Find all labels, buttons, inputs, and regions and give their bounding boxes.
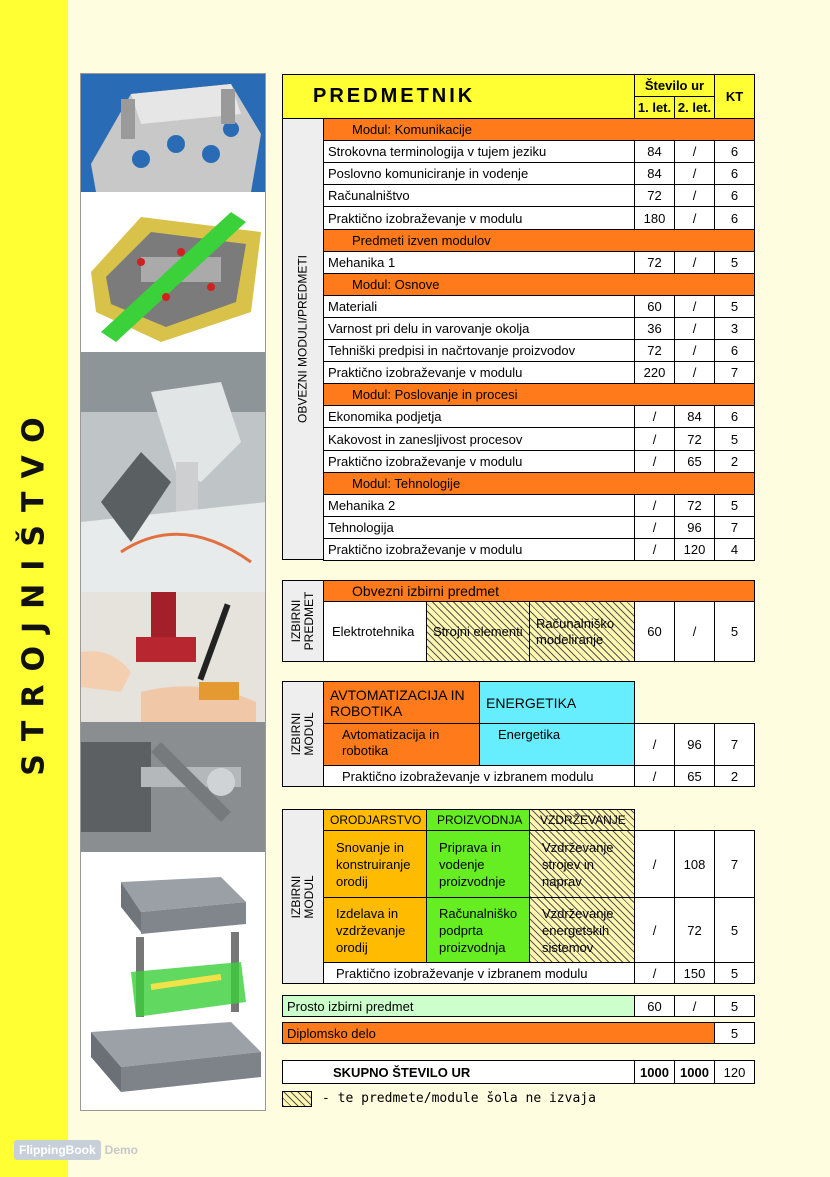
elective-option-3-label: Računalniško modeliranje bbox=[536, 615, 615, 647]
subject-kt: 6 bbox=[714, 184, 755, 207]
em2-r2-y2: 72 bbox=[674, 897, 715, 963]
subject-name: Mehanika 2 bbox=[323, 494, 635, 517]
total-y2: 1000 bbox=[674, 1060, 715, 1084]
subject-year1-hours: 84 bbox=[634, 140, 675, 163]
subject-kt: 7 bbox=[714, 516, 755, 539]
watermark-demo: Demo bbox=[104, 1143, 138, 1157]
elective-subject-side-text: IZBIRNI PREDMET bbox=[289, 591, 316, 651]
subject-name: Praktično izobraževanje v modulu bbox=[323, 538, 635, 561]
subject-year2-hours: 84 bbox=[674, 405, 715, 428]
subject-kt: 5 bbox=[714, 494, 755, 517]
em2-r2c3 bbox=[529, 897, 635, 963]
em2-r2c2-label: Računalniško podprta proizvodnja bbox=[439, 905, 518, 955]
subject-name: Mehanika 1 bbox=[323, 251, 635, 274]
em1-practical-kt: 2 bbox=[714, 765, 755, 787]
subject-name: Tehniški predpisi in načrtovanje proizvodov bbox=[323, 339, 635, 362]
photo-lathe bbox=[81, 722, 266, 852]
free-elective-name: Prosto izbirni predmet bbox=[282, 995, 635, 1017]
em2-r2-y1: / bbox=[634, 897, 675, 963]
free-elective-y1: 60 bbox=[634, 995, 675, 1017]
hours-header: Število ur bbox=[634, 74, 715, 97]
em2-r2c1-label: Izdelava in vzdrževanje orodij bbox=[336, 905, 406, 955]
photo-mold-assembly bbox=[81, 852, 266, 1111]
em2-r1c2-label: Priprava in vodenje proizvodnje bbox=[439, 839, 506, 889]
subject-kt: 7 bbox=[714, 361, 755, 384]
em2-r1-kt: 7 bbox=[714, 830, 755, 898]
em2-r1-y1: / bbox=[634, 830, 675, 898]
subject-year2-hours: / bbox=[674, 317, 715, 340]
subject-year1-hours: / bbox=[634, 494, 675, 517]
em2-r2c3-label: Vzdrževanje energetskih sistemov bbox=[542, 905, 614, 955]
kt-header: KT bbox=[714, 74, 755, 119]
em1-practical-y1: / bbox=[634, 765, 675, 787]
subject-year1-hours: / bbox=[634, 405, 675, 428]
photo-column bbox=[80, 73, 266, 1111]
em2-practical: Praktično izobraževanje v izbranem modulu bbox=[323, 962, 635, 984]
subject-year2-hours: / bbox=[674, 206, 715, 230]
module-vzdrzevanje-label: VZDRŽEVANJE bbox=[540, 813, 626, 827]
module-avtomatizacija-label: AVTOMATIZACIJA IN ROBOTIKA bbox=[330, 686, 465, 719]
module-header-row: Modul: Tehnologije bbox=[323, 472, 755, 495]
subject-year2-hours: / bbox=[674, 339, 715, 362]
subject-year1-hours: / bbox=[634, 538, 675, 561]
total-y1: 1000 bbox=[634, 1060, 675, 1084]
subject-name: Strokovna terminologija v tujem jeziku bbox=[323, 140, 635, 163]
subject-kt: 6 bbox=[714, 206, 755, 230]
watermark-brand: FlippingBook bbox=[14, 1140, 101, 1160]
em2-r1c1-label: Snovanje in konstruiranje orodij bbox=[336, 839, 411, 889]
subject-year1-hours: 36 bbox=[634, 317, 675, 340]
module-vzdrzevanje bbox=[529, 809, 635, 831]
photo-handcraft bbox=[81, 592, 266, 722]
sidebar-title: STROJNIŠTVO bbox=[16, 404, 52, 776]
subject-year2-hours: 72 bbox=[674, 494, 715, 517]
subject-year1-hours: 220 bbox=[634, 361, 675, 384]
subject-name: Kakovost in zanesljivost procesov bbox=[323, 427, 635, 451]
subject-kt: 6 bbox=[714, 339, 755, 362]
submodule-energetika: Energetika bbox=[479, 723, 635, 766]
subject-year1-hours: 84 bbox=[634, 162, 675, 185]
submodule-avtomatizacija bbox=[323, 723, 480, 766]
free-elective-kt: 5 bbox=[714, 995, 755, 1017]
em2-r1-y2: 108 bbox=[674, 830, 715, 898]
subject-year2-hours: / bbox=[674, 251, 715, 274]
module-header-row: Modul: Osnove bbox=[323, 273, 755, 296]
em1-practical-y2: 65 bbox=[674, 765, 715, 787]
watermark bbox=[14, 1143, 138, 1157]
subject-year2-hours: 96 bbox=[674, 516, 715, 539]
subject-kt: 5 bbox=[714, 251, 755, 274]
year1-header: 1. let. bbox=[634, 96, 675, 119]
module-header-row: Modul: Poslovanje in procesi bbox=[323, 383, 755, 406]
subject-year1-hours: / bbox=[634, 450, 675, 473]
subject-name: Praktično izobraževanje v modulu bbox=[323, 450, 635, 473]
subject-name: Poslovno komuniciranje in vodenje bbox=[323, 162, 635, 185]
free-elective-y2: / bbox=[674, 995, 715, 1017]
subject-kt: 5 bbox=[714, 427, 755, 451]
em2-r2-kt: 5 bbox=[714, 897, 755, 963]
subject-kt: 4 bbox=[714, 538, 755, 561]
legend-hatch-swatch bbox=[282, 1091, 312, 1107]
subject-kt: 5 bbox=[714, 295, 755, 318]
elective-subject-header: Obvezni izbirni predmet bbox=[323, 580, 755, 602]
elective-option-2-label: Strojni elementi bbox=[433, 624, 523, 639]
elective-subject-y1: 60 bbox=[634, 601, 675, 662]
elective-subject-kt: 5 bbox=[714, 601, 755, 662]
module-energetika: ENERGETIKA bbox=[479, 681, 635, 724]
module-orodjarstvo: ORODJARSTVO bbox=[323, 809, 427, 831]
table-title: PREDMETNIK bbox=[313, 85, 476, 107]
elective-option-2 bbox=[426, 601, 530, 662]
subject-kt: 2 bbox=[714, 450, 755, 473]
elective-module2-side-text: IZBIRNI MODUL bbox=[289, 874, 316, 919]
elective-option-1: Elektrotehnika bbox=[323, 601, 427, 662]
subject-year2-hours: 72 bbox=[674, 427, 715, 451]
elective-option-3 bbox=[529, 601, 635, 662]
subject-name: Materiali bbox=[323, 295, 635, 318]
subject-year1-hours: 72 bbox=[634, 184, 675, 207]
subject-name: Računalništvo bbox=[323, 184, 635, 207]
total-kt: 120 bbox=[714, 1060, 755, 1084]
subject-kt: 6 bbox=[714, 140, 755, 163]
subject-name: Tehnologija bbox=[323, 516, 635, 539]
em1-y1: / bbox=[634, 723, 675, 766]
elective-module1-side-text: IZBIRNI MODUL bbox=[289, 712, 316, 756]
photo-laser-welding bbox=[81, 352, 266, 592]
em2-r1c1 bbox=[323, 830, 427, 898]
subject-year2-hours: 120 bbox=[674, 538, 715, 561]
em2-r1c2 bbox=[426, 830, 530, 898]
em1-kt: 7 bbox=[714, 723, 755, 766]
em2-practical-y2: 150 bbox=[674, 962, 715, 984]
module-header-row: Modul: Komunikacije bbox=[323, 118, 755, 141]
legend-text: - te predmete/module šola ne izvaja bbox=[322, 1091, 596, 1106]
diploma-kt: 5 bbox=[714, 1022, 755, 1044]
em2-r2c1 bbox=[323, 897, 427, 963]
elective-module2-side bbox=[282, 809, 324, 984]
submodule-avtomatizacija-label: Avtomatizacija in robotika bbox=[342, 727, 440, 758]
em1-practical: Praktično izobraževanje v izbranem modulu bbox=[323, 765, 635, 787]
subject-year1-hours: 60 bbox=[634, 295, 675, 318]
module-header-row: Predmeti izven modulov bbox=[323, 229, 755, 252]
subject-year1-hours: 72 bbox=[634, 251, 675, 274]
total-name: SKUPNO ŠTEVILO UR bbox=[282, 1060, 635, 1084]
em2-practical-kt: 5 bbox=[714, 962, 755, 984]
subject-name: Praktično izobraževanje v modulu bbox=[323, 361, 635, 384]
year2-header: 2. let. bbox=[674, 96, 715, 119]
module-proizvodnja: PROIZVODNJA bbox=[426, 809, 530, 831]
subject-kt: 3 bbox=[714, 317, 755, 340]
mandatory-label-text: OBVEZNI MODULI/PREDMETI bbox=[295, 254, 310, 424]
em2-practical-y1: / bbox=[634, 962, 675, 984]
subject-kt: 6 bbox=[714, 405, 755, 428]
subject-year1-hours: / bbox=[634, 427, 675, 451]
subject-name: Varnost pri delu in varovanje okolja bbox=[323, 317, 635, 340]
subject-year1-hours: 180 bbox=[634, 206, 675, 230]
em2-r2c2 bbox=[426, 897, 530, 963]
subject-kt: 6 bbox=[714, 162, 755, 185]
subject-year2-hours: / bbox=[674, 140, 715, 163]
subject-name: Praktično izobraževanje v modulu bbox=[323, 206, 635, 230]
photo-cad-model bbox=[81, 192, 266, 352]
subject-year2-hours: / bbox=[674, 295, 715, 318]
em2-r1c3-label: Vzdrževanje strojev in naprav bbox=[542, 839, 614, 889]
photo-machined-part bbox=[81, 74, 266, 192]
module-avtomatizacija bbox=[323, 681, 480, 724]
mandatory-side-label bbox=[282, 118, 324, 560]
subject-year2-hours: / bbox=[674, 162, 715, 185]
subject-year1-hours: / bbox=[634, 516, 675, 539]
diploma-name: Diplomsko delo bbox=[282, 1022, 715, 1044]
subject-year2-hours: 65 bbox=[674, 450, 715, 473]
subject-year2-hours: / bbox=[674, 361, 715, 384]
subject-year2-hours: / bbox=[674, 184, 715, 207]
subject-year1-hours: 72 bbox=[634, 339, 675, 362]
elective-module1-side bbox=[282, 681, 324, 787]
elective-subject-side bbox=[282, 580, 324, 662]
elective-subject-y2: / bbox=[674, 601, 715, 662]
em1-y2: 96 bbox=[674, 723, 715, 766]
table-title-cell bbox=[282, 74, 635, 119]
em2-r1c3 bbox=[529, 830, 635, 898]
subject-name: Ekonomika podjetja bbox=[323, 405, 635, 428]
